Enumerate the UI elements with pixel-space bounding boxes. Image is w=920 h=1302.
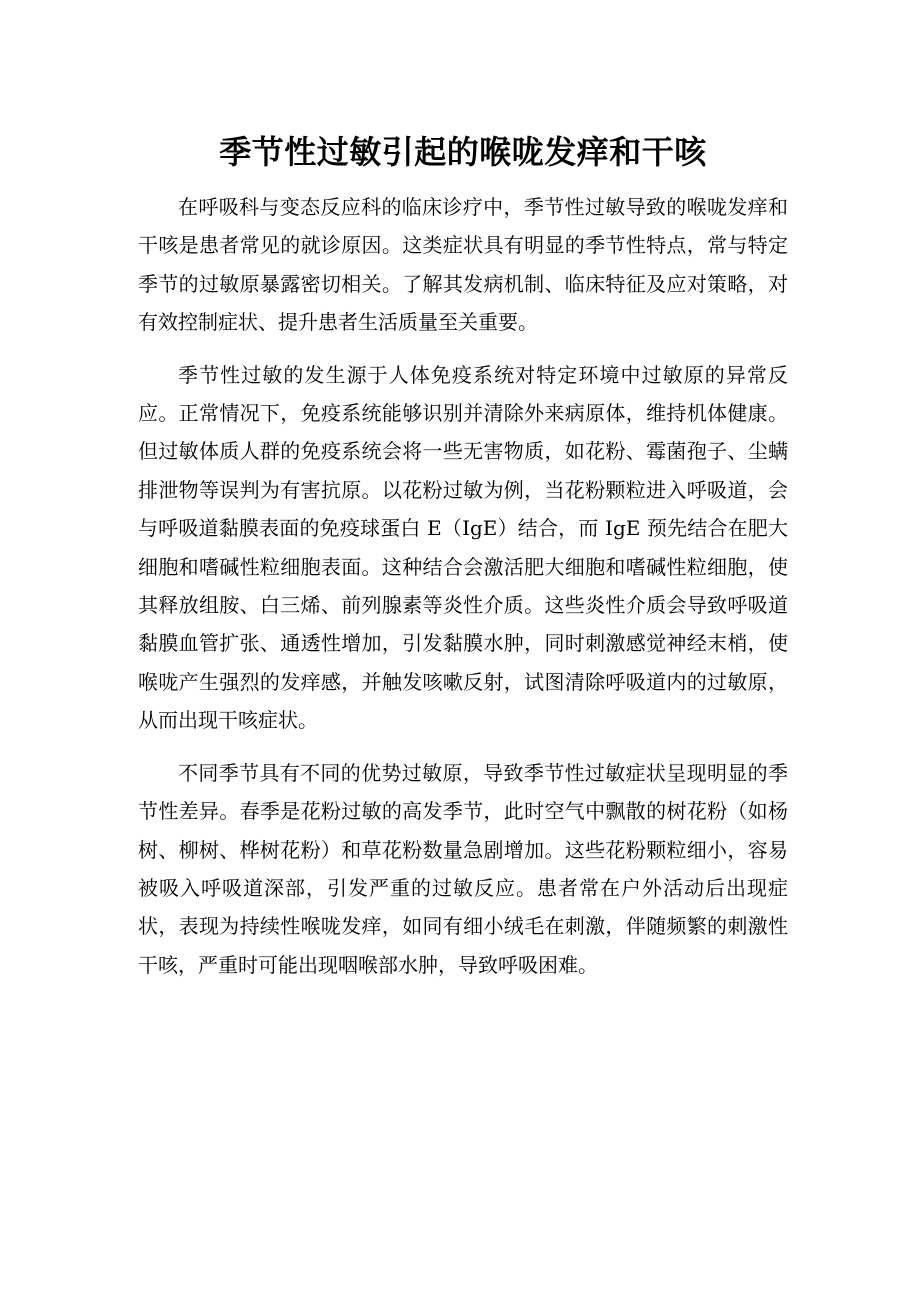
- paragraph-seasonal: 不同季节具有不同的优势过敏原，导致季节性过敏症状呈现明显的季节性差异。春季是花粉过敏的高发季节，此时空气中飘散的树花粉（如杨树、柳树、桦树花粉）和草花粉数量急剧增加。这些花粉颗粒细小，容易被吸入呼吸道深部，引发严重的过敏反应。患者常在户外活动后出现症状，表现为持续性喉咙发痒，如同有细小绒毛在刺激，伴随频繁的刺激性干咳，严重时可能出现咽喉部水肿，导致呼吸困难。: [138, 760, 788, 977]
- paragraph-intro: 在呼吸科与变态反应科的临床诊疗中，季节性过敏导致的喉咙发痒和干咳是患者常见的就诊原因。这类症状具有明显的季节性特点，常与特定季节的过敏原暴露密切相关。了解其发病机制、临床特征及应对策略，对有效控制症状、提升患者生活质量至关重要。: [138, 195, 788, 335]
- paragraph-mechanism: 季节性过敏的发生源于人体免疫系统对特定环境中过敏原的异常反应。正常情况下，免疫系统能够识别并清除外来病原体，维持机体健康。但过敏体质人群的免疫系统会将一些无害物质，如花粉、霉菌孢子、尘螨排泄物等误判为有害抗原。以花粉过敏为例，当花粉颗粒进入呼吸道，会与呼吸道黏膜表面的免疫球蛋白 E（IgE）结合，而 IgE 预先结合在肥大细胞和嗜碱性粒细胞表面。这种结合会激活肥大细胞和嗜碱性粒细胞，使其释放组胺、白三烯、前列腺素等炎性介质。这些炎性介质会导致呼吸道黏膜血管扩张、通透性增加，引发黏膜水肿，同时刺激感觉神经末梢，使喉咙产生强烈的发痒感，并触发咳嗽反射，试图清除呼吸道内的过敏原，从而出现干咳症状。: [138, 362, 788, 733]
- document-title: 季节性过敏引起的喉咙发痒和干咳: [219, 133, 707, 171]
